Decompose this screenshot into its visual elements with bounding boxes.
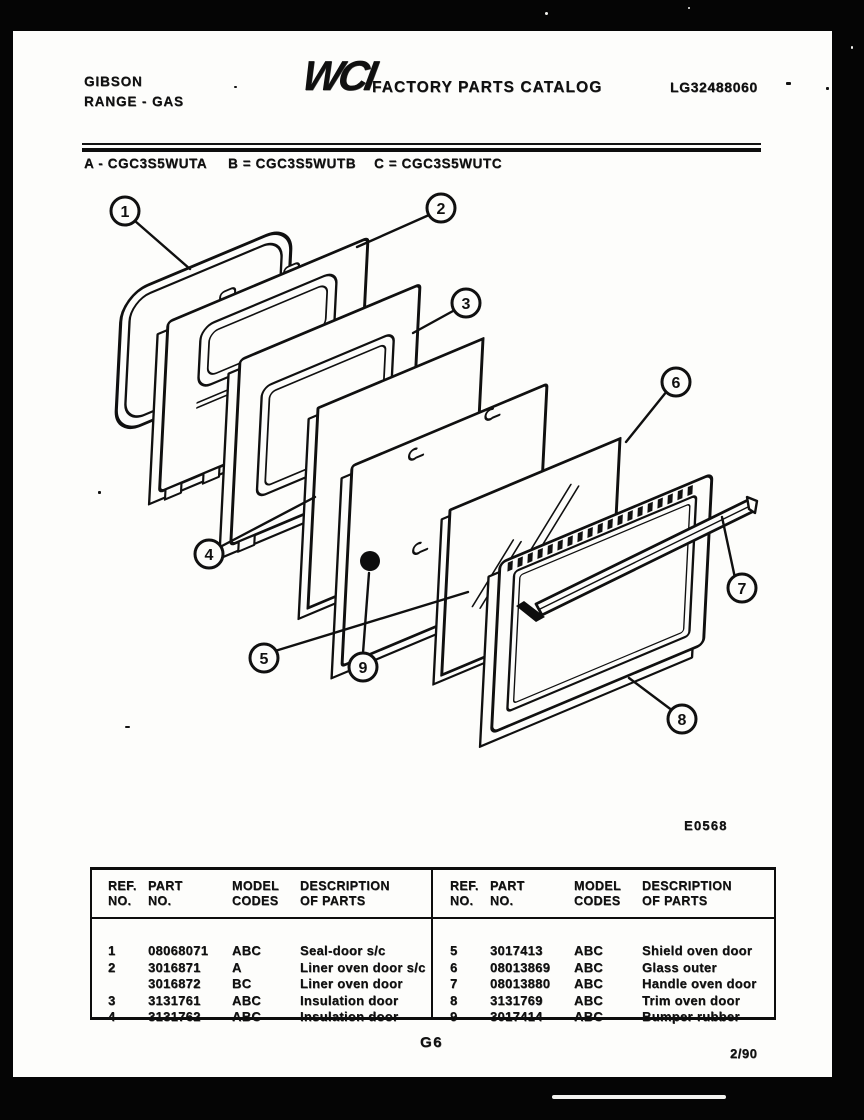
col-header-line: DESCRIPTION [642,879,732,893]
table-cell-desc: Insulation door [300,992,399,1008]
table-cell-desc: Shield oven door [642,943,753,958]
publication-number: LG32488060 [670,79,758,95]
scan-speck [98,491,101,494]
callout-4 [195,540,223,568]
col-header-line: OF PARTS [300,894,366,908]
callout-4-number: 4 [204,547,214,564]
callout-6-number: 6 [671,375,681,392]
table-cell-part: 08068071 [148,943,209,958]
col-header-line: MODEL [232,879,280,893]
parts-table [90,867,776,1024]
table-cell-desc: Insulation door [300,1009,399,1024]
table-cell-part: 3017413 [490,943,543,958]
table-cell-desc: Bumper rubber [642,1009,740,1024]
table-right-half [442,879,772,1024]
callout-3 [452,289,480,317]
table-cell-desc: Glass outer [642,959,717,975]
callout-1-number: 1 [120,204,130,221]
callout-6 [662,368,690,396]
table-cell-codes: BC [232,976,252,991]
table-cell-ref: 8 [450,992,458,1008]
table-cell-codes: ABC [232,992,262,1008]
callout-7 [728,574,756,602]
table-cell-codes: ABC [232,1009,262,1024]
scan-speck [786,82,791,85]
scan-speck [234,86,237,88]
table-divider-center [431,870,433,1017]
scan-speck-white [545,12,548,15]
catalog-title: FACTORY PARTS CATALOG [372,79,603,96]
table-cell-codes: A [232,959,242,975]
callout-5 [250,644,278,672]
table-cell-ref [108,976,148,993]
col-header-ref [108,879,148,909]
scan-scratch [552,1095,726,1099]
callout-8-number: 8 [677,712,687,729]
col-header-line: REF. [450,879,479,893]
table-cell-ref: 3 [108,992,116,1008]
table-cell-part: 3131762 [148,1009,201,1024]
revision-date: 2/90 [730,1046,758,1061]
table-right-rows [442,943,772,1026]
col-header-line: OF PARTS [642,894,708,908]
table-header-underline [90,917,776,919]
col-header-line: NO. [148,894,172,908]
scan-speck [125,726,130,728]
model-c: C = CGC3S5WUTC [374,156,503,171]
callout-3-number: 3 [461,296,471,313]
table-right-header [442,879,772,909]
table-cell-desc: Seal-door s/c [300,943,386,958]
table-cell-ref: 4 [108,1009,116,1024]
table-cell-codes: ABC [232,943,262,958]
table-cell-part: 3016872 [148,976,201,991]
callout-7-number: 7 [737,581,747,598]
model-b: B = CGC3S5WUTB [228,156,357,171]
leader-8 [629,678,673,711]
leader-1 [135,221,190,269]
table-cell-codes: ABC [574,992,604,1008]
table-cell-desc: Trim oven door [642,992,741,1008]
brand-line1: GIBSON [84,74,143,89]
col-header-line: NO. [490,894,514,908]
figure-code: E0568 [684,818,728,833]
col-header-part [490,879,574,909]
table-cell-codes: ABC [574,976,604,991]
wci-logo: WCI [298,52,377,99]
col-header-codes [574,879,642,909]
scan-speck [826,87,829,90]
table-cell-ref: 2 [108,959,116,975]
col-header-desc [642,879,772,909]
page-code: G6 [420,1034,444,1051]
col-header-desc [300,879,430,909]
table-cell-ref: 9 [450,1009,458,1024]
table-border-right [774,870,776,1017]
callout-5-number: 5 [259,651,269,668]
leader-2 [357,215,429,247]
col-header-codes [232,879,300,909]
col-header-part [148,879,232,909]
leader-7 [722,517,735,578]
col-header-line: MODEL [574,879,622,893]
table-cell-ref: 6 [450,959,458,975]
callout-1 [111,197,139,225]
table-left-rows [100,943,430,1026]
col-header-line: NO. [450,894,474,908]
col-header-line: REF. [108,879,137,893]
table-cell-ref: 7 [450,976,458,991]
table-cell-codes: ABC [574,943,604,958]
col-header-line: DESCRIPTION [300,879,390,893]
table-cell-desc: Liner oven door [300,976,403,991]
table-cell-part: 08013880 [490,976,551,991]
table-left-half [100,879,430,1024]
callout-8 [668,705,696,733]
col-header-line: CODES [574,894,621,908]
callout-2 [427,194,455,222]
table-cell-desc: Liner oven door s/c [300,959,426,975]
table-left-header [100,879,430,909]
brand-line2: RANGE - GAS [84,94,184,109]
table-cell-desc: Handle oven door [642,976,757,991]
scan-speck-white [851,46,853,49]
callout-9-number: 9 [358,660,368,677]
table-cell-codes: ABC [574,1009,604,1024]
table-cell-codes: ABC [574,959,604,975]
col-header-line: PART [148,879,183,893]
table-cell-ref: 5 [450,943,458,958]
scan-speck-white [688,7,690,9]
col-header-ref [450,879,490,909]
table-cell-ref: 1 [108,943,116,958]
table-border-left [90,870,92,1017]
col-header-line: NO. [108,894,132,908]
part-bumper-rubber [360,551,380,571]
callout-2-number: 2 [436,201,446,218]
model-a: A - CGC3S5WUTA [84,156,208,171]
table-cell-part: 3131769 [490,992,543,1008]
table-cell-part: 08013869 [490,959,551,975]
col-header-line: CODES [232,894,279,908]
col-header-line: PART [490,879,525,893]
table-cell-part: 3131761 [148,992,201,1008]
table-cell-part: 3017414 [490,1009,543,1024]
table-cell-part: 3016871 [148,959,201,975]
leader-6 [626,391,667,442]
callout-9 [349,653,377,681]
